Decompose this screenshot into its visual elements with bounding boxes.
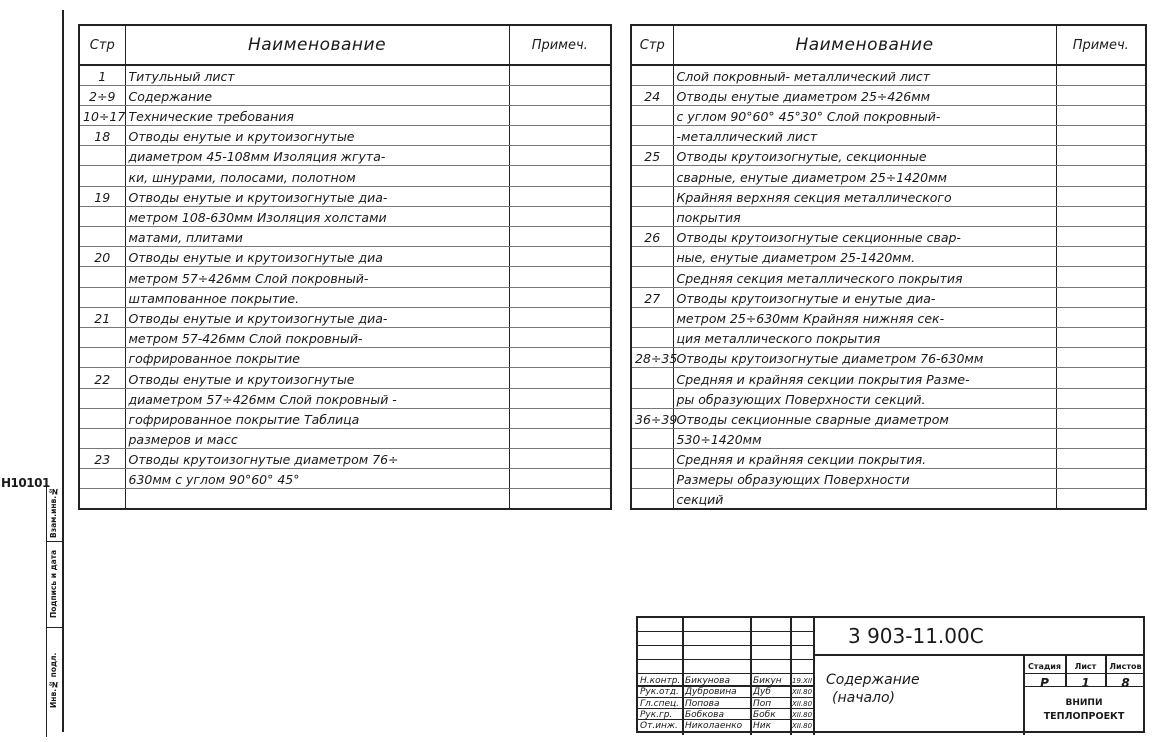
document-subtitle: (начало) <box>832 690 896 706</box>
table-row <box>79 206 611 226</box>
archive-number: H10101 <box>1 476 50 490</box>
row-note <box>509 85 611 105</box>
document-title: Содержание <box>826 672 920 688</box>
person-name: Попова <box>685 699 720 709</box>
role-label: Н.контр. <box>640 676 681 686</box>
signature: Дуб <box>753 687 771 697</box>
row-page-number <box>79 146 125 166</box>
row-page-number <box>631 469 673 489</box>
row-name: штампованное покрытие. <box>125 287 509 307</box>
row-name: 630мм с углом 90°60° 45° <box>125 469 509 489</box>
table-row <box>79 428 611 448</box>
person-name: Дубровина <box>685 687 737 697</box>
row-name: гофрированное покрытие Таблица <box>125 408 509 428</box>
row-name: Отводы крутоизогнутые, секционные <box>673 146 1056 166</box>
table-row <box>631 388 1146 408</box>
row-name: 530÷1420мм <box>673 428 1056 448</box>
row-name: Отводы енутые диаметром 25÷426мм <box>673 85 1056 105</box>
row-page-number <box>79 166 125 186</box>
row-note <box>509 388 611 408</box>
row-name: Титульный лист <box>125 65 509 85</box>
row-page-number <box>79 408 125 428</box>
row-name: Отводы крутоизогнутые диаметром 76÷ <box>125 449 509 469</box>
row-name: метром 108-630мм Изоляция холстами <box>125 206 509 226</box>
row-note <box>509 287 611 307</box>
row-note <box>1056 388 1146 408</box>
row-note <box>509 227 611 247</box>
row-page-number <box>79 489 125 509</box>
row-name <box>125 489 509 509</box>
table-row <box>631 449 1146 469</box>
signature-date: XII.80 <box>792 688 813 696</box>
table-row <box>631 327 1146 347</box>
table-row <box>631 489 1146 509</box>
row-name: покрытия <box>673 206 1056 226</box>
tb-divider <box>750 618 752 735</box>
row-note <box>1056 469 1146 489</box>
row-page-number: 19 <box>79 186 125 206</box>
table-row <box>631 206 1146 226</box>
table-row <box>631 126 1146 146</box>
row-name: Отводы енутые и крутоизогнутые <box>125 368 509 388</box>
row-name: диаметром 57÷426мм Слой покровный - <box>125 388 509 408</box>
row-note <box>1056 146 1146 166</box>
role-label: Рук.отд. <box>640 687 679 697</box>
strip-label-replace: Взам.инв.№ <box>49 486 58 538</box>
row-page-number <box>631 247 673 267</box>
table-row <box>79 408 611 428</box>
row-page-number: 1 <box>79 65 125 85</box>
row-note <box>509 186 611 206</box>
row-note <box>1056 327 1146 347</box>
row-note <box>1056 186 1146 206</box>
row-name: матами, плитами <box>125 227 509 247</box>
organization-name-line2: ТЕПЛОПРОЕКТ <box>1043 711 1125 722</box>
signature-date: XII.80 <box>792 711 813 719</box>
row-note <box>509 247 611 267</box>
strip-divider <box>47 541 62 542</box>
table-row <box>79 65 611 85</box>
table-row <box>631 227 1146 247</box>
row-note <box>1056 428 1146 448</box>
row-name: с углом 90°60° 45°30° Слой покровный- <box>673 105 1056 125</box>
row-name: Слой покровный- металлический лист <box>673 65 1056 85</box>
row-name: сварные, енутые диаметром 25÷1420мм <box>673 166 1056 186</box>
table-row <box>79 126 611 146</box>
row-page-number <box>631 186 673 206</box>
row-note <box>509 449 611 469</box>
table-row <box>631 307 1146 327</box>
row-note <box>1056 267 1146 287</box>
binding-margin-line <box>62 10 64 732</box>
row-name: Отводы енутые и крутоизогнутые диа- <box>125 186 509 206</box>
row-page-number: 27 <box>631 287 673 307</box>
row-note <box>1056 105 1146 125</box>
row-name: Отводы крутоизогнутые диаметром 76-630мм <box>673 348 1056 368</box>
row-page-number: 21 <box>79 307 125 327</box>
row-page-number: 18 <box>79 126 125 146</box>
strip-label-inv: Инв.№ подл. <box>49 652 58 708</box>
signature: Поп <box>753 699 772 709</box>
table-row <box>79 307 611 327</box>
row-name: ры образующих Поверхности секций. <box>673 388 1056 408</box>
row-name: размеров и масс <box>125 428 509 448</box>
row-note <box>1056 307 1146 327</box>
row-page-number: 2÷9 <box>79 85 125 105</box>
document-designation: 3 903-11.00С <box>848 624 984 648</box>
row-note <box>509 65 611 85</box>
table-row <box>631 348 1146 368</box>
table-row <box>79 85 611 105</box>
row-note <box>509 489 611 509</box>
role-label: От.инж. <box>640 721 678 731</box>
row-page-number <box>631 307 673 327</box>
table-row <box>631 428 1146 448</box>
signature: Ник <box>753 721 772 731</box>
table-row <box>79 469 611 489</box>
table-row <box>631 105 1146 125</box>
table-row <box>631 469 1146 489</box>
row-note <box>1056 247 1146 267</box>
row-note <box>509 307 611 327</box>
table-row <box>79 368 611 388</box>
table-row <box>631 368 1146 388</box>
organization-name: ВНИПИ <box>1065 698 1103 708</box>
contents-rows-right <box>631 65 1146 509</box>
row-page-number <box>79 388 125 408</box>
stage-header: Стадия <box>1027 662 1062 671</box>
table-header <box>631 25 1146 65</box>
row-note <box>509 408 611 428</box>
table-row <box>79 348 611 368</box>
sheet-value: 1 <box>1081 676 1090 690</box>
row-page-number <box>79 469 125 489</box>
row-page-number: 25 <box>631 146 673 166</box>
title-block <box>636 616 1145 733</box>
strip-divider <box>47 627 62 628</box>
person-name: Бикунова <box>685 676 730 686</box>
row-page-number <box>631 327 673 347</box>
row-name: Отводы енутые и крутоизогнутые <box>125 126 509 146</box>
tb-divider <box>813 618 815 735</box>
table-row <box>79 146 611 166</box>
header-note: Примеч. <box>1056 25 1146 65</box>
table-row <box>79 449 611 469</box>
header-page: Стр <box>79 25 125 65</box>
row-page-number <box>631 368 673 388</box>
table-row <box>631 267 1146 287</box>
row-note <box>509 267 611 287</box>
row-page-number <box>79 287 125 307</box>
row-page-number: 20 <box>79 247 125 267</box>
row-name: ные, енутые диаметром 25-1420мм. <box>673 247 1056 267</box>
row-name: Средняя и крайняя секции покрытия. <box>673 449 1056 469</box>
table-row <box>79 105 611 125</box>
row-note <box>509 368 611 388</box>
row-note <box>509 146 611 166</box>
row-page-number: 26 <box>631 227 673 247</box>
row-name: метром 57-426мм Слой покровный- <box>125 327 509 347</box>
table-row <box>79 489 611 509</box>
binding-strip-border <box>46 482 47 737</box>
tb-rule <box>638 673 813 674</box>
row-note <box>1056 206 1146 226</box>
strip-label-sign: Подпись и дата <box>49 549 58 619</box>
row-note <box>509 428 611 448</box>
tb-divider <box>682 618 684 735</box>
signature-date: XII.80 <box>792 700 813 708</box>
row-name: Отводы крутоизогнутые и енутые диа- <box>673 287 1056 307</box>
sheets-value: 8 <box>1121 676 1130 690</box>
row-name: гофрированное покрытие <box>125 348 509 368</box>
row-page-number: 36÷39 <box>631 408 673 428</box>
row-note <box>509 126 611 146</box>
row-note <box>1056 408 1146 428</box>
table-row <box>79 247 611 267</box>
row-page-number <box>631 428 673 448</box>
signature: Бобк <box>753 710 776 720</box>
row-note <box>1056 166 1146 186</box>
row-note <box>1056 287 1146 307</box>
table-row <box>631 186 1146 206</box>
tb-rule <box>638 697 813 698</box>
table-row <box>79 287 611 307</box>
signature-date: XII.80 <box>792 722 813 730</box>
row-name: метром 25÷630мм Крайняя нижняя сек- <box>673 307 1056 327</box>
row-name: Отводы секционные сварные диаметром <box>673 408 1056 428</box>
row-page-number <box>79 206 125 226</box>
row-note <box>509 206 611 226</box>
tb-rule <box>638 645 813 646</box>
row-name: секций <box>673 489 1056 509</box>
row-page-number: 22 <box>79 368 125 388</box>
table-row <box>79 186 611 206</box>
row-name: Отводы енутые и крутоизогнутые диа- <box>125 307 509 327</box>
row-note <box>509 327 611 347</box>
header-name: Наименование <box>673 25 1056 65</box>
row-name: Содержание <box>125 85 509 105</box>
sheets-header: Листов <box>1109 662 1142 671</box>
row-note <box>1056 489 1146 509</box>
row-page-number <box>631 267 673 287</box>
row-name: Отводы крутоизогнутые секционные свар- <box>673 227 1056 247</box>
table-row <box>631 65 1146 85</box>
table-row <box>631 408 1146 428</box>
row-note <box>1056 126 1146 146</box>
row-note <box>1056 227 1146 247</box>
row-name: Средняя и крайняя секции покрытия Разме- <box>673 368 1056 388</box>
row-name: Крайняя верхняя секция металлического <box>673 186 1056 206</box>
table-row <box>631 85 1146 105</box>
row-note <box>1056 368 1146 388</box>
sheet-header: Лист <box>1074 662 1097 671</box>
header-note: Примеч. <box>509 25 611 65</box>
row-page-number <box>631 126 673 146</box>
row-name: диаметром 45-108мм Изоляция жгута- <box>125 146 509 166</box>
contents-table-left <box>78 24 612 510</box>
row-name: Технические требования <box>125 105 509 125</box>
person-name: Бобкова <box>685 710 724 720</box>
row-page-number <box>631 388 673 408</box>
table-header <box>79 25 611 65</box>
tb-rule <box>813 654 1145 656</box>
row-page-number <box>631 449 673 469</box>
row-name: ция металлического покрытия <box>673 327 1056 347</box>
row-page-number <box>631 65 673 85</box>
row-page-number <box>631 105 673 125</box>
table-row <box>79 267 611 287</box>
row-page-number <box>79 428 125 448</box>
row-page-number <box>631 166 673 186</box>
row-note <box>509 105 611 125</box>
contents-rows-left <box>79 65 611 509</box>
tb-rule <box>1023 673 1145 674</box>
table-row <box>631 287 1146 307</box>
row-note <box>1056 348 1146 368</box>
row-name: ки, шнурами, полосами, полотном <box>125 166 509 186</box>
person-name: Николаенко <box>685 721 743 731</box>
table-row <box>79 388 611 408</box>
row-name: Средняя секция металлического покрытия <box>673 267 1056 287</box>
row-page-number <box>79 327 125 347</box>
contents-table-right <box>630 24 1147 510</box>
row-note <box>1056 449 1146 469</box>
row-page-number: 10÷17 <box>79 105 125 125</box>
row-page-number: 24 <box>631 85 673 105</box>
row-name: метром 57÷426мм Слой покровный- <box>125 267 509 287</box>
header-page: Стр <box>631 25 673 65</box>
tb-rule <box>638 631 813 632</box>
table-row <box>631 247 1146 267</box>
signature: Бикун <box>753 676 782 686</box>
row-page-number: 23 <box>79 449 125 469</box>
row-name: -металлический лист <box>673 126 1056 146</box>
row-note <box>509 348 611 368</box>
table-row <box>79 327 611 347</box>
header-name: Наименование <box>125 25 509 65</box>
row-note <box>1056 85 1146 105</box>
stage-value: Р <box>1040 676 1049 690</box>
row-note <box>1056 65 1146 85</box>
row-page-number <box>79 267 125 287</box>
table-row <box>79 227 611 247</box>
table-row <box>631 146 1146 166</box>
row-name: Отводы енутые и крутоизогнутые диа <box>125 247 509 267</box>
row-page-number <box>79 348 125 368</box>
row-page-number <box>631 489 673 509</box>
table-row <box>631 166 1146 186</box>
row-page-number: 28÷35 <box>631 348 673 368</box>
signature-date: 19.XII <box>792 677 813 685</box>
table-row <box>79 166 611 186</box>
role-label: Рук.гр. <box>640 710 673 720</box>
tb-rule <box>638 659 813 660</box>
row-note <box>509 166 611 186</box>
row-page-number <box>631 206 673 226</box>
row-page-number <box>79 227 125 247</box>
role-label: Гл.спец. <box>640 699 679 709</box>
row-note <box>509 469 611 489</box>
row-name: Размеры образующих Поверхности <box>673 469 1056 489</box>
